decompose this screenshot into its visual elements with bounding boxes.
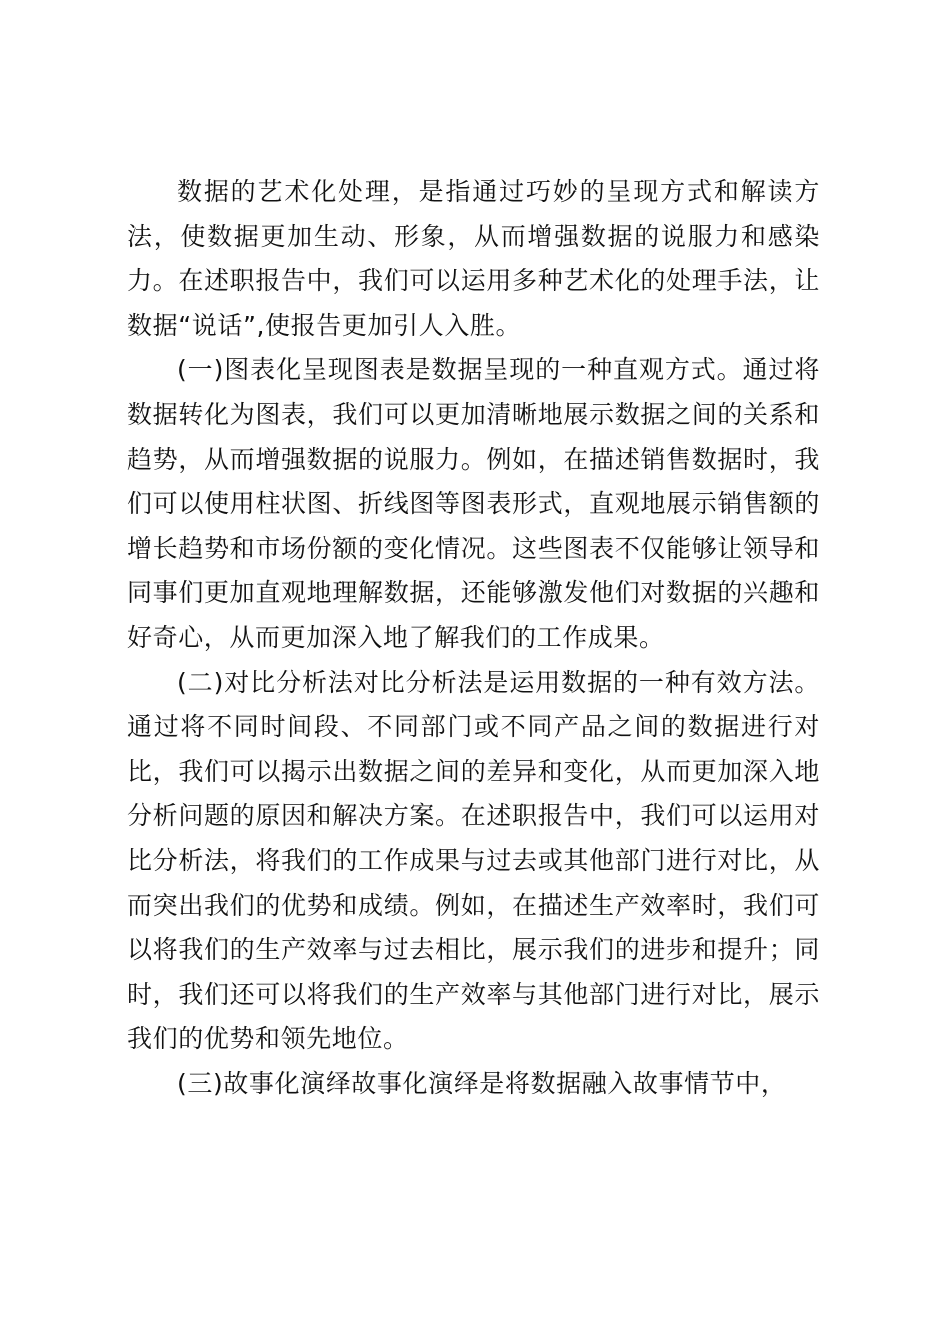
document-body bbox=[127, 170, 820, 1106]
paragraph-comparison: (二)对比分析法对比分析法是运用数据的一种有效方法。通过将不同时间段、不同部门或不同产品之间的数据进行对比，我们可以揭示出数据之间的差异和变化，从而更加深入地分析问题的原因和解决方案。在述职报告中，我们可以运用对比分析法，将我们的工作成果与过去或其他部门进行对比，从而突出我们的优势和成绩。例如，在描述生产效率时，我们可以将我们的生产效率与过去相比，展示我们的进步和提升；同时，我们还可以将我们的生产效率与其他部门进行对比，展示我们的优势和领先地位。 bbox=[127, 667, 820, 1054]
paragraph-storytelling: (三)故事化演绎故事化演绎是将数据融入故事情节中， bbox=[177, 1068, 787, 1098]
paragraph-intro: 数据的艺术化处理，是指通过巧妙的呈现方式和解读方法，使数据更加生动、形象，从而增强数据的说服力和感染力。在述职报告中，我们可以运用多种艺术化的处理手法，让数据“说话”,使报告更加引人入胜。 bbox=[127, 177, 820, 340]
paragraph-charts: (一)图表化呈现图表是数据呈现的一种直观方式。通过将数据转化为图表，我们可以更加清晰地展示数据之间的关系和趋势，从而增强数据的说服力。例如，在描述销售数据时，我们可以使用柱状图、折线图等图表形式，直观地展示销售额的增长趋势和市场份额的变化情况。这些图表不仅能够让领导和同事们更加直观地理解数据，还能够激发他们对数据的兴趣和好奇心，从而更加深入地了解我们的工作成果。 bbox=[127, 355, 820, 652]
